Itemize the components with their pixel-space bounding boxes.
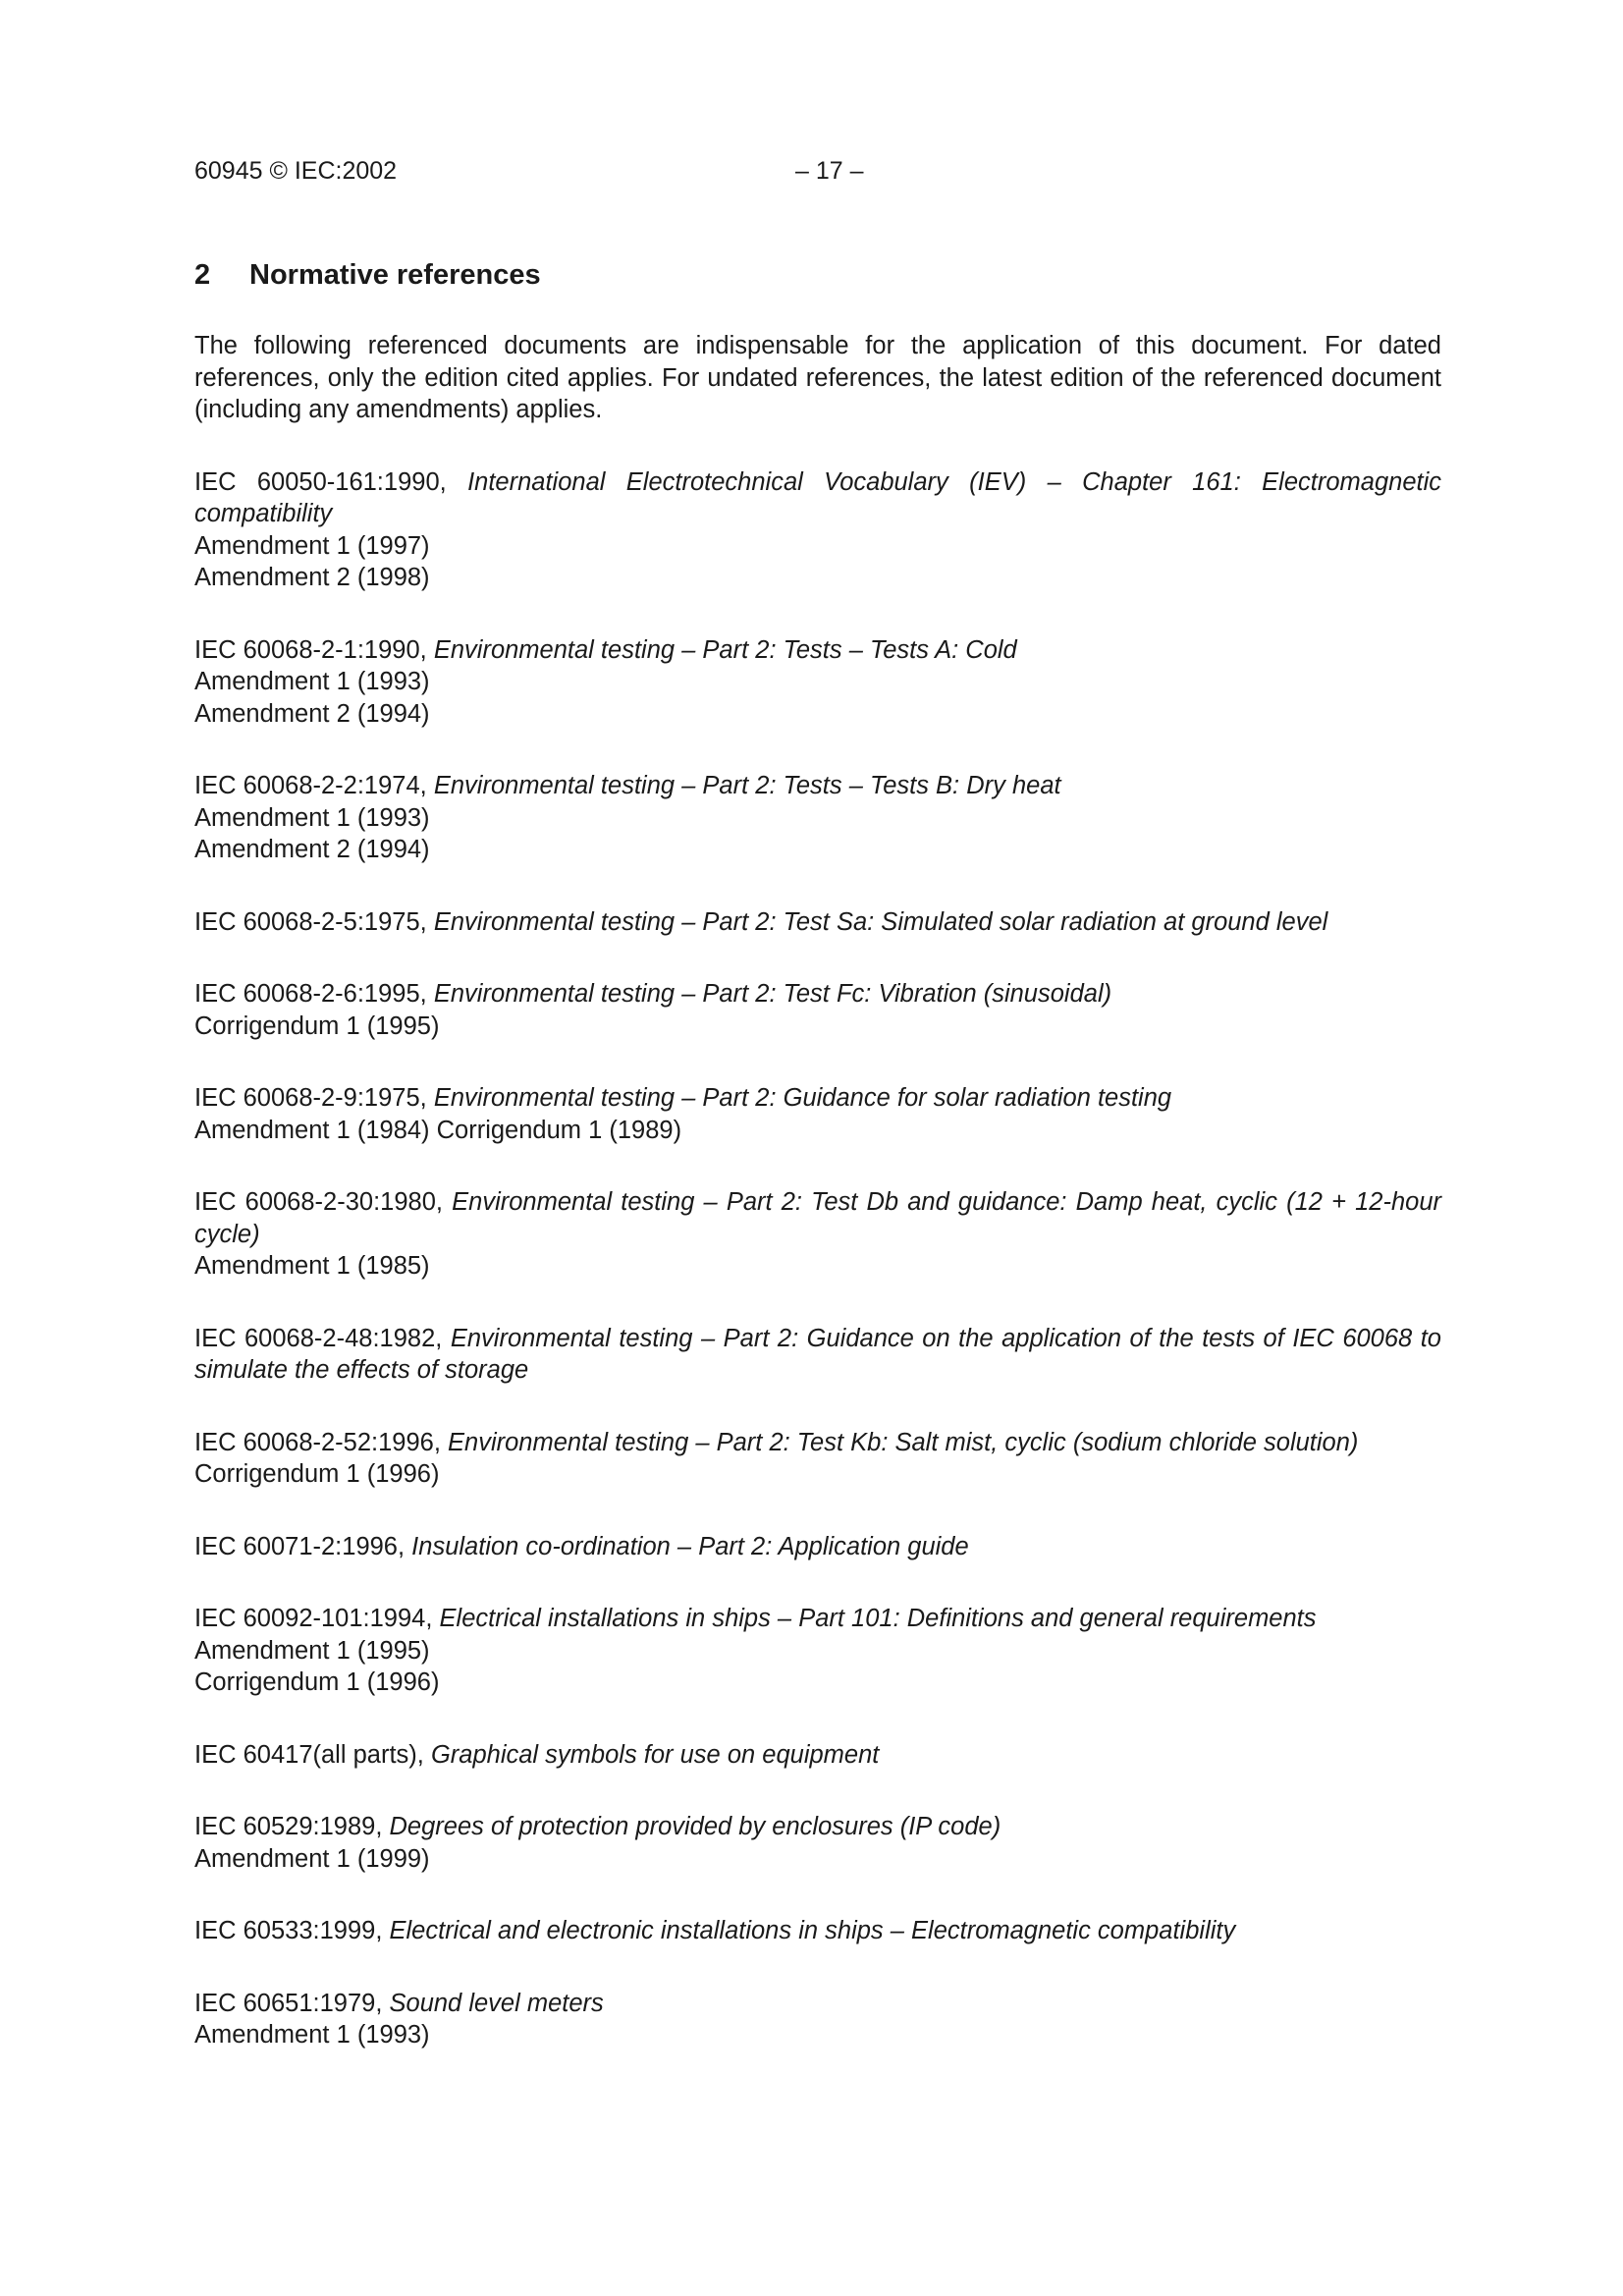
reference-citation [194, 1811, 1441, 1843]
reference-amendment: Amendment 1 (1984) Corrigendum 1 (1989) [194, 1116, 682, 1144]
section-intro: The following referenced documents are indispensable for the application of this document. For dated references, only the edition cited applies. For undated references, the latest edition of the referenced document (including any amendments) applies. [194, 332, 1441, 423]
reference-title: Environmental testing – Part 2: Guidance on the application of the tests of IEC 60068 to simulate the effects of storage [194, 1324, 1441, 1384]
section-heading [194, 257, 1441, 293]
reference-entry [194, 1603, 1441, 1699]
reference-title: Environmental testing – Part 2: Guidance for solar radiation testing [433, 1084, 1172, 1112]
reference-code: IEC 60068-2-48:1982, [194, 1324, 443, 1352]
reference-amendment: Corrigendum 1 (1996) [194, 1668, 440, 1696]
reference-amendment: Amendment 1 (1995) [194, 1636, 430, 1665]
reference-entry [194, 1427, 1441, 1491]
reference-entry [194, 1915, 1441, 1947]
reference-amendment: Amendment 1 (1999) [194, 1844, 430, 1873]
reference-title: Environmental testing – Part 2: Test Fc: Vibration (sinusoidal) [433, 980, 1112, 1008]
reference-citation [194, 1531, 1441, 1563]
reference-amendment: Corrigendum 1 (1995) [194, 1011, 440, 1040]
reference-entry [194, 906, 1441, 939]
reference-entry [194, 634, 1441, 731]
reference-title: Insulation co-ordination – Part 2: Application guide [411, 1532, 969, 1560]
page-header [194, 157, 1441, 192]
reference-title: Environmental testing – Part 2: Tests – Tests A: Cold [433, 635, 1017, 664]
reference-list [194, 466, 1441, 2051]
reference-entry [194, 978, 1441, 1042]
reference-code: IEC 60533:1999, [194, 1917, 383, 1944]
reference-citation [194, 770, 1441, 802]
reference-citation [194, 1186, 1441, 1250]
document-id: 60945 © IEC:2002 [194, 157, 398, 185]
reference-code: IEC 60068-2-9:1975, [194, 1084, 427, 1112]
reference-citation [194, 466, 1441, 530]
reference-code: IEC 60417(all parts), [194, 1740, 424, 1769]
reference-amendment: Amendment 2 (1998) [194, 564, 430, 591]
reference-code: IEC 60092-101:1994, [194, 1605, 433, 1632]
reference-entry [194, 770, 1441, 866]
reference-code: IEC 60529:1989, [194, 1813, 383, 1840]
reference-citation [194, 1988, 1441, 2020]
reference-citation [194, 1915, 1441, 1947]
reference-entry [194, 1811, 1441, 1875]
page-content [194, 257, 1441, 2092]
reference-entry [194, 1531, 1441, 1563]
reference-citation [194, 634, 1441, 667]
reference-code: IEC 60050-161:1990, [194, 467, 447, 496]
reference-amendment: Amendment 1 (1993) [194, 668, 430, 695]
reference-amendment: Amendment 2 (1994) [194, 836, 430, 863]
reference-title: Environmental testing – Part 2: Test Sa: Simulated solar radiation at ground level [433, 907, 1328, 936]
reference-entry [194, 1186, 1441, 1283]
reference-title: Graphical symbols for use on equipment [430, 1740, 880, 1769]
reference-title: Environmental testing – Part 2: Test Kb: Salt mist, cyclic (sodium chloride solution) [448, 1428, 1359, 1456]
reference-citation [194, 1739, 1441, 1772]
section-title: Normative references [249, 259, 541, 291]
reference-code: IEC 60068-2-5:1975, [194, 907, 427, 936]
reference-title: Environmental testing – Part 2: Test Db and guidance: Damp heat, cyclic (12 + 12-hour cycle) [194, 1188, 1441, 1248]
reference-citation [194, 1323, 1441, 1387]
reference-entry [194, 1082, 1441, 1146]
reference-amendment: Amendment 1 (1993) [194, 803, 430, 832]
reference-citation [194, 1603, 1441, 1635]
reference-amendment: Amendment 1 (1985) [194, 1252, 430, 1280]
reference-citation [194, 1427, 1441, 1459]
reference-amendment: Amendment 2 (1994) [194, 699, 430, 728]
reference-title: Electrical installations in ships – Part 101: Definitions and general requirements [439, 1605, 1317, 1632]
reference-amendment: Corrigendum 1 (1996) [194, 1460, 440, 1488]
reference-code: IEC 60068-2-6:1995, [194, 980, 427, 1008]
reference-entry [194, 1323, 1441, 1387]
reference-code: IEC 60068-2-30:1980, [194, 1188, 443, 1216]
reference-title: Electrical and electronic installations in ships – Electromagnetic compatibility [389, 1917, 1236, 1944]
reference-citation [194, 1082, 1441, 1115]
reference-code: IEC 60071-2:1996, [194, 1532, 406, 1560]
reference-entry [194, 466, 1441, 594]
page-number: – 17 – [795, 157, 864, 185]
reference-title: Degrees of protection provided by enclosures (IP code) [389, 1813, 1001, 1840]
reference-title: Environmental testing – Part 2: Tests – Tests B: Dry heat [433, 772, 1061, 799]
reference-amendment: Amendment 1 (1997) [194, 531, 430, 560]
reference-entry [194, 1739, 1441, 1772]
reference-title: International Electrotechnical Vocabulary (IEV) – Chapter 161: Electromagnetic compatibility [194, 467, 1442, 527]
reference-code: IEC 60068-2-52:1996, [194, 1428, 441, 1456]
reference-code: IEC 60651:1979, [194, 1989, 383, 2017]
section-number: 2 [194, 259, 211, 291]
reference-citation [194, 978, 1441, 1011]
reference-title: Sound level meters [389, 1989, 604, 2017]
reference-citation [194, 906, 1441, 939]
reference-amendment: Amendment 1 (1993) [194, 2021, 430, 2049]
reference-entry [194, 1988, 1441, 2051]
reference-code: IEC 60068-2-2:1974, [194, 772, 427, 799]
reference-code: IEC 60068-2-1:1990, [194, 635, 427, 664]
